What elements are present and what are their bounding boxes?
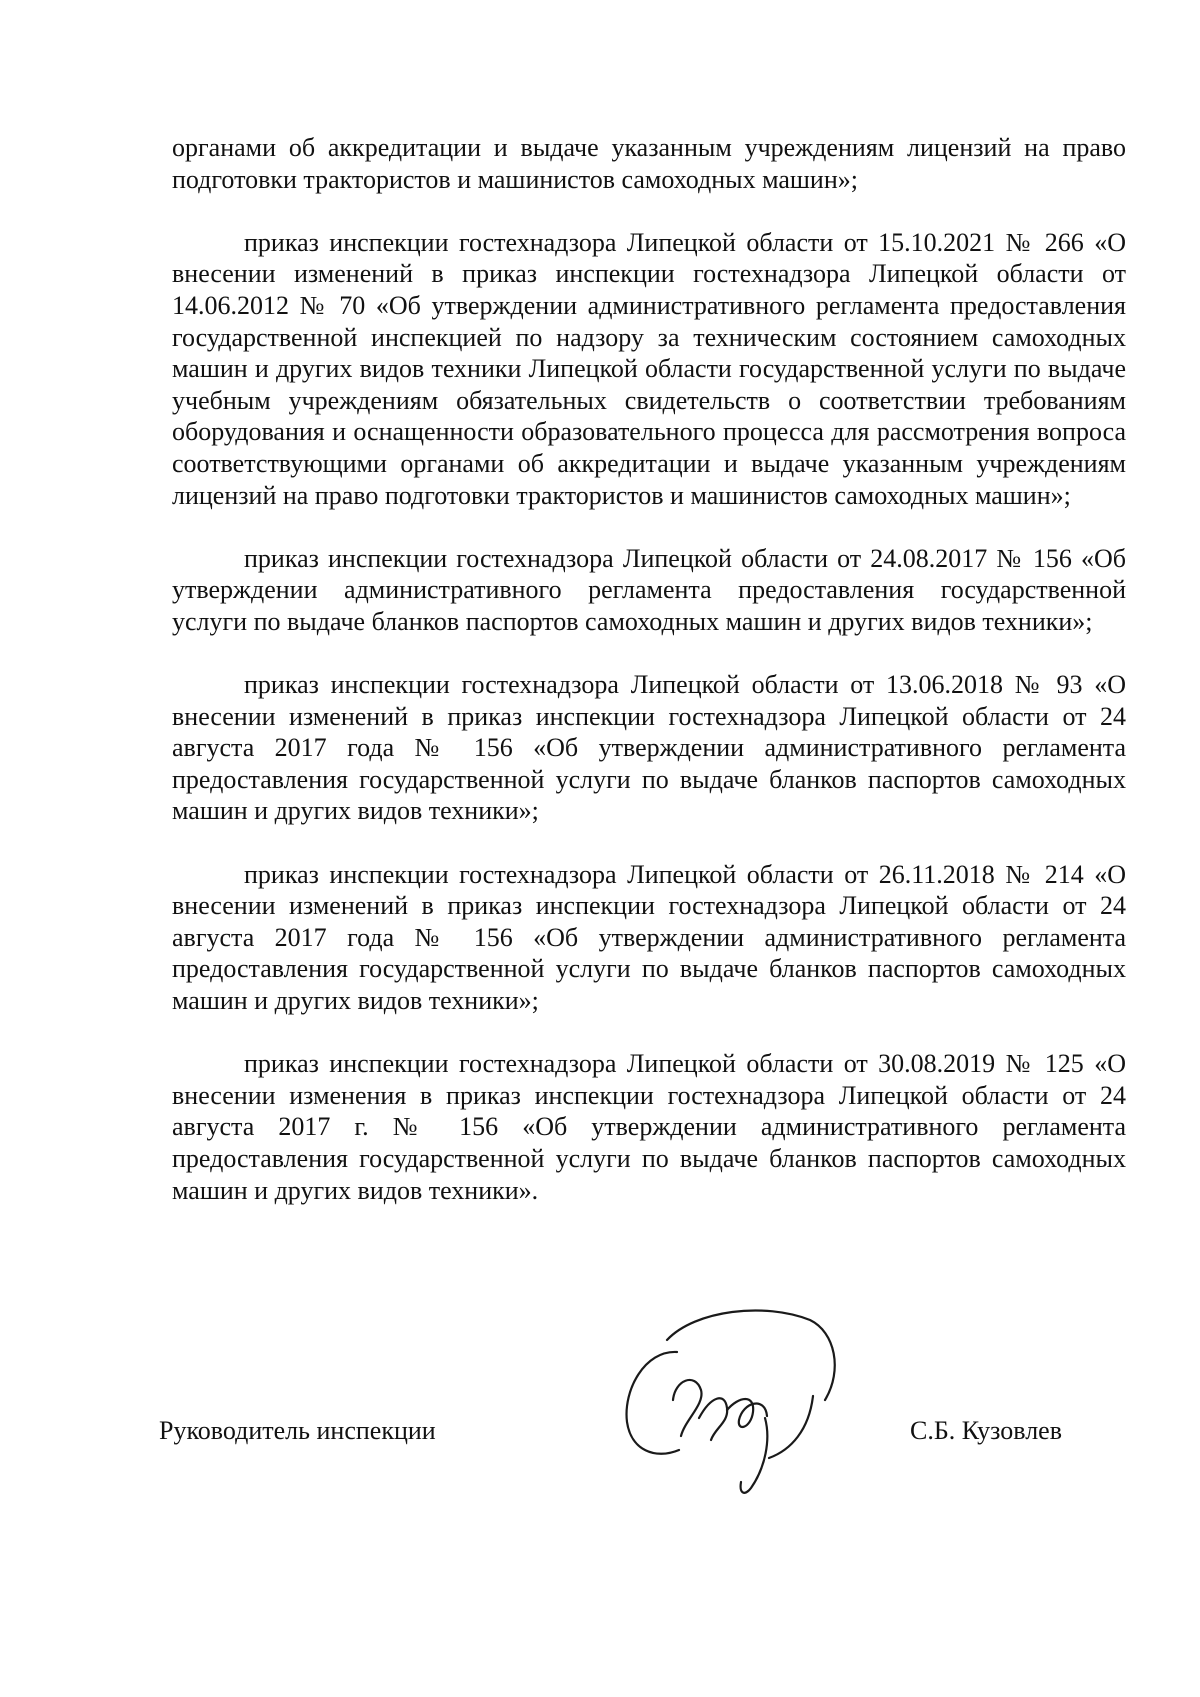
signatory-name: С.Б. Кузовлев <box>910 1416 1063 1445</box>
paragraph-order-93: приказ инспекции гостехнадзора Липецкой области от 13.06.2018 № 93 «О внесении изменений в приказ инспекции гостехнадзора Липецкой области от 24 августа 2017 года № 156 «Об утверждении административного регламента предоставления государственной услуги по выдаче бланков паспортов самоходных машин и других видов техники»; <box>172 670 1126 826</box>
paragraph-order-266: приказ инспекции гостехнадзора Липецкой области от 15.10.2021 № 266 «О внесении изменений в приказ инспекции гостехнадзора Липецкой области от 14.06.2012 № 70 «Об утверждении административного регламента предоставления государственной инспекцией по надзору за техническим состоянием самоходных машин и других видов техники Липецкой области государственной услуги по выдаче учебным учреждениям обязательных свидетельств о соответствии требованиям оборудования и оснащенности образовательного процесса для рассмотрения вопроса соответствующими органами об аккредитации и выдаче указанным учреждениям лицензий на право подготовки трактористов и машинистов самоходных машин»; <box>172 227 1126 510</box>
paragraph-order-214: приказ инспекции гостехнадзора Липецкой области от 26.11.2018 № 214 «О внесении изменений в приказ инспекции гостехнадзора Липецкой области от 24 августа 2017 года № 156 «Об утверждении административного регламента предоставления государственной услуги по выдаче бланков паспортов самоходных машин и других видов техники»; <box>172 859 1126 1016</box>
paragraph-order-156: приказ инспекции гостехнадзора Липецкой области от 24.08.2017 № 156 «Об утверждении административного регламента предоставления государственной услуги по выдаче бланков паспортов самоходных машин и других видов техники»; <box>172 543 1126 636</box>
signature-block <box>0 1300 1200 1500</box>
document-body <box>172 132 1126 1206</box>
handwritten-signature <box>615 1300 855 1500</box>
signatory-position: Руководитель инспекции <box>159 1416 436 1445</box>
paragraph-continuation: органами об аккредитации и выдаче указанным учреждениям лицензий на право подготовки трактористов и машинистов самоходных машин»; <box>172 133 1126 194</box>
paragraph-order-125: приказ инспекции гостехнадзора Липецкой области от 30.08.2019 № 125 «О внесении изменения в приказ инспекции гостехнадзора Липецкой области от 24 августа 2017 г. № 156 «Об утверждении административного регламента предоставления государственной услуги по выдаче бланков паспортов самоходных машин и других видов техники». <box>172 1049 1126 1205</box>
